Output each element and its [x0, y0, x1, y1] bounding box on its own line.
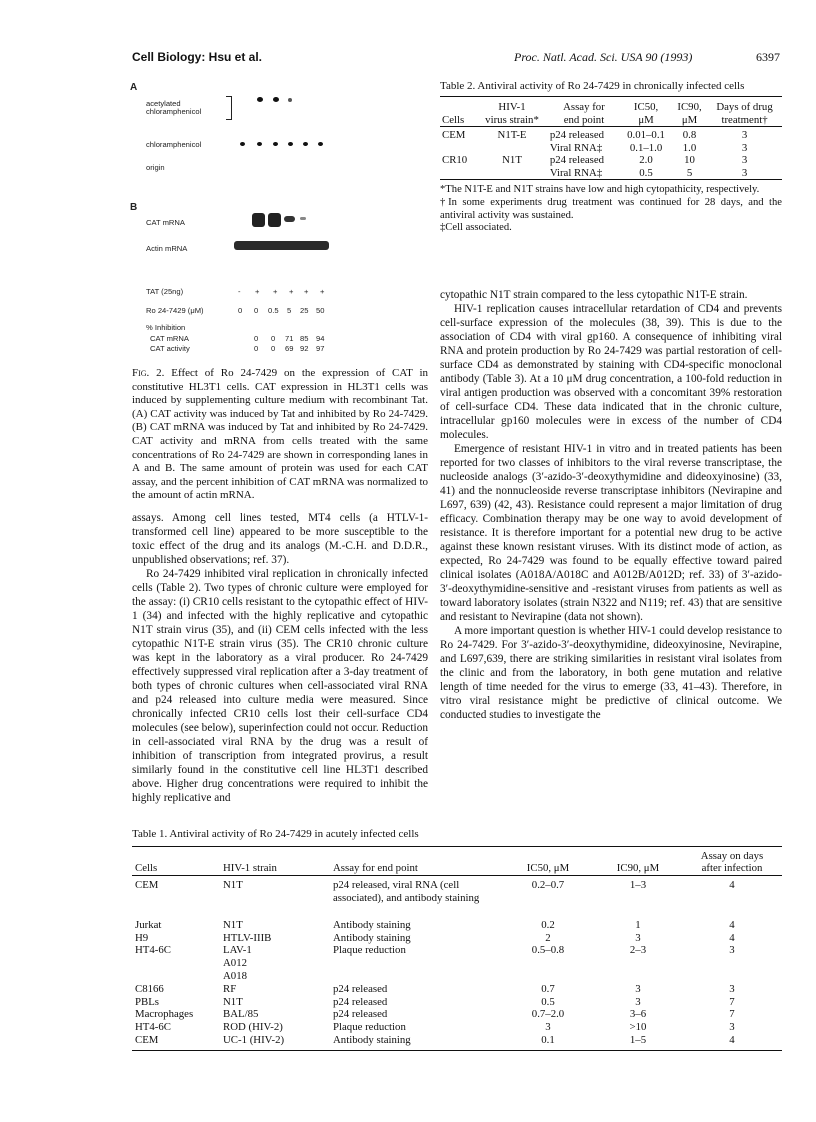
table-2-title: Table 2. Antiviral activity of Ro 24-7429 in chronically infected cells [440, 80, 745, 92]
tat-value-2: + [255, 287, 260, 296]
table-cell: 0.5 [541, 995, 555, 1008]
table-cell: 4 [729, 1033, 735, 1046]
table-cell: Plaque reduction [333, 944, 406, 957]
chloramphenicol-spot-lane-5 [303, 142, 308, 146]
label-chloramphenicol: chloramphenicol [146, 140, 202, 149]
table-cell: Macrophages [135, 1008, 194, 1021]
table-header: Cells [442, 113, 465, 126]
table-2-grid [440, 96, 782, 180]
table-cell: H9 [135, 931, 149, 944]
table-cell: 4 [729, 879, 735, 892]
table-cell: 3 [729, 982, 735, 995]
cat-mrna-band-lane-4 [284, 216, 295, 222]
table-cell: N1T [223, 995, 243, 1008]
table-row [132, 944, 782, 957]
table-cell: A012 [223, 957, 247, 970]
label-origin: origin [146, 163, 165, 172]
table-cell [594, 957, 682, 970]
table-cell: p24 released [333, 1008, 388, 1021]
table-cell: 1–5 [629, 1033, 647, 1046]
label-acetylated-chloramphenicol: chloramphenicol [146, 107, 202, 116]
actin-mrna-band [234, 241, 329, 250]
table-row [132, 1034, 782, 1050]
table-cell: LAV-1 [223, 944, 252, 957]
table-header: Assay for end point [563, 101, 605, 126]
cat-mrna-inhibition-5: 94 [316, 334, 325, 343]
table-cell: Jurkat [135, 918, 162, 931]
table-row [132, 957, 782, 970]
table-row [132, 932, 782, 945]
table-cell [132, 957, 220, 970]
table-cell: Antibody staining [333, 918, 411, 931]
table-cell: 3 [545, 1021, 551, 1034]
table-cell [682, 957, 782, 970]
chloramphenicol-spot-lane-6 [318, 142, 323, 146]
table-cell: Antibody staining [333, 1033, 411, 1046]
chloramphenicol-spot-lane-1 [240, 142, 245, 146]
acetylated-spot-lane-3 [273, 97, 279, 102]
cat-activity-inhibition-1: 0 [254, 344, 259, 353]
ro-value-2: 0 [254, 306, 259, 315]
running-head-left: Cell Biology: Hsu et al. [132, 50, 263, 64]
table-1-grid [132, 846, 782, 1051]
cat-mrna-inhibition-3: 71 [285, 334, 294, 343]
cat-activity-inhibition-4: 92 [300, 344, 309, 353]
table-cell: 0.1 [541, 1033, 555, 1046]
table-header: HIV-1 virus strain* [485, 101, 539, 126]
page-number: 6397 [756, 50, 780, 64]
paragraph: Emergence of resistant HIV-1 in vitro and in treated patients has been reported for two classes of inhibitors to the viral reverse transcriptase, the nucleoside analogs (3′-azido-3′-deoxythymidine and dideoxyinosine) (33, 41) and the nonnucleoside reverse transcriptase inhibitors (Nevirapine and L697, 639) (42, 43). Resistance could represent a major limitation of drug efficacy. Combination therapy may be one way to avoid development of resistance. It is therefore important for a potential new drug to be active against these known resistant viruses. With its distinct mode of action, as expected, Ro 24-7429 was found to be equally effective toward paired clinical isolates (A018A/A018C and A012B/A012D; ref. 33) of 3′-azido-3′-deoxythymidine-sensitive and -resistant viruses from patients as well as toward laboratory isolates (strain N322 and N119; ref. 43) that are sensitive and resistant to Nevirapine (data not shown). [440, 443, 782, 623]
table-row [132, 919, 782, 932]
table-header: IC90, μM [677, 101, 702, 126]
acetylated-spot-lane-2 [257, 97, 263, 102]
table-cell: 3 [635, 982, 641, 995]
table-header: IC50, μM [633, 101, 659, 126]
figure-caption-text: Effect of Ro 24-7429 on the expression of CAT in constitutive HL3T1 cells. CAT expression in HL3T1 cells was induced by supplementing culture medium with recombinant Tat. (A) CAT activity was induced by Tat and inhibited by Ro 24-7429. (B) CAT mRNA was induced by Tat and inhibited by Ro 24-7429. CAT activity and mRNA from cells treated with the same concentrations of Ro 24-7429 are shown in corresponding lanes in A and B. The same amount of protein was used for each CAT assay, and the percent inhibition of CAT mRNA was normalized to the amount of actin mRNA. [132, 367, 429, 502]
right-column-text [440, 288, 782, 722]
table-cell: 0.5–0.8 [531, 944, 565, 957]
table-cell: Antibody staining [333, 931, 411, 944]
table-header: HIV-1 strain [223, 862, 277, 875]
panel-b-label: B [130, 202, 138, 213]
table-cell: 0.7 [541, 982, 555, 995]
table-cell: >10 [629, 1021, 647, 1034]
table-row [132, 983, 782, 996]
table-cell: N1T [223, 918, 243, 931]
table-cell: 3 [729, 944, 735, 957]
table-cell: p24 released [333, 982, 388, 995]
cat-mrna-band-lane-3 [268, 213, 281, 227]
ro-value-1: 0 [238, 306, 243, 315]
paragraph: HIV-1 replication causes intracellular retardation of CD4 and prevents cell-surface expression of the molecules (38, 39). This is due to the association of CD4 with viral gp160. A consequence of inhibiting viral RNA and protein production by Ro 24-7429 was partial restoration of cell-surface CD4 as demonstrated by staining with CD4-specific monoclonal antibody (Table 3). At a 10 μM drug concentration, a 100-fold reduction in viral antigen production was observed with a concomitant 39% restoration of cell-surface CD4. These data indicated that in the chronic culture, intracellular gp160 molecules were in excess of the number of CD4 molecules. [440, 303, 782, 441]
table-header: Assay for end point [333, 862, 418, 875]
table-row: CR10 N1T p24 released 2.0 10 3 [442, 154, 748, 166]
table-cell [330, 957, 502, 970]
table-header: IC90, μM [616, 862, 660, 875]
cat-mrna-row-label: CAT mRNA [150, 334, 189, 343]
ro-value-4: 5 [287, 306, 292, 315]
tat-value-4: + [289, 287, 294, 296]
ro-label: Ro 24-7429 (μM) [146, 306, 204, 315]
table-1 [132, 828, 782, 1051]
table-cell [502, 957, 594, 970]
table-header: Cells [135, 862, 158, 875]
table-footnote: ‡Cell associated. [440, 222, 512, 234]
cat-mrna-inhibition-4: 85 [300, 334, 309, 343]
cat-mrna-inhibition-2: 0 [271, 334, 276, 343]
running-head-journal: Proc. Natl. Acad. Sci. USA 90 (1993) [514, 50, 693, 64]
table-row [132, 1021, 782, 1034]
figure-caption [132, 367, 428, 503]
table-cell: p24 released [333, 995, 388, 1008]
label-cat-mrna: CAT mRNA [146, 218, 185, 227]
inhibition-label: % Inhibition [146, 323, 186, 332]
table-cell: 1–3 [629, 879, 647, 892]
cat-mrna-inhibition-1: 0 [254, 334, 259, 343]
left-column-text [132, 511, 428, 805]
table-cell: HT4-6C [135, 944, 171, 957]
tat-value-5: + [304, 287, 309, 296]
table-header: IC50, μM [526, 862, 570, 875]
table-cell [594, 970, 682, 983]
table-cell: 0.2–0.7 [531, 879, 565, 892]
chloramphenicol-spot-lane-2 [257, 142, 262, 146]
cat-activity-row-label: CAT activity [150, 344, 190, 353]
paragraph: Ro 24-7429 inhibited viral replication in chronically infected cells (Table 2). Two types of chronic culture were employed for the assay: (i) CR10 cells resistant to the cytopathic effect of HIV-1 (34) and infected with the highly replicative and cytopathic N1T strain virus (35), and (ii) CEM cells infected with the less cytopathic N1T-E strain virus (35). The CR10 chronic culture was kept in the laboratory as a viral producer. Ro 24-7429 effectively suppressed viral replication after a 3-day treatment of both types of chronic cultures when cell-associated viral RNA and p24 released into culture media were measured. Since chronically infected CR10 cells lost their cell-surface CD4 molecules (see below), superinfection could not occur. Reduction in cell-associated viral RNA by the drug was a result of inhibition of transcription from integrated provirus, a result similarly found in the constitutive cell line HL3T1 described above. Higher drug concentrations were required to inhibit the highly replicative and [132, 568, 428, 804]
table-header: Days of drug treatment† [716, 101, 773, 126]
panel-a-label: A [130, 82, 138, 93]
table-cell: 0.7–2.0 [531, 1008, 565, 1021]
table-cell: 7 [729, 1008, 735, 1021]
table-cell: 1 [635, 918, 641, 931]
chloramphenicol-spot-lane-3 [273, 142, 278, 146]
cat-activity-inhibition-2: 0 [271, 344, 276, 353]
table-footnote: *The N1T-E and N1T strains have low and high cytopathicity, respectively. [440, 184, 760, 195]
bracket [226, 96, 232, 120]
ro-value-6: 50 [316, 306, 325, 315]
cat-mrna-band-lane-5 [300, 217, 306, 220]
acetylated-spot-lane-4 [288, 98, 292, 102]
table-cell: p24 released, viral RNA (cell associated), and antibody staining [333, 879, 480, 904]
table-cell: CEM [135, 879, 159, 892]
table-cell: ROD (HIV-2) [223, 1021, 283, 1034]
table-row [132, 876, 782, 919]
tat-value-3: + [273, 287, 278, 296]
table-row: Viral RNA‡ 0.5 5 3 [440, 167, 782, 180]
table-cell: HT4-6C [135, 1021, 171, 1034]
paragraph: assays. Among cell lines tested, MT4 cells (a HTLV-1-transformed cell line) appeared to be more susceptible to the toxic effect of the drug and its analogs (M.-C.H. and D.D.R., unpublished observations; ref. 37). [132, 512, 428, 566]
table-cell: RF [223, 982, 237, 995]
label-acetylated: acetylated [146, 99, 181, 108]
table-cell [502, 970, 594, 983]
table-row [132, 1008, 782, 1021]
table-cell [132, 970, 220, 983]
table-cell: C8166 [135, 982, 164, 995]
cat-activity-inhibition-5: 97 [316, 344, 325, 353]
cat-activity-inhibition-3: 69 [285, 344, 294, 353]
table-row: Viral RNA‡ 0.1–1.0 1.0 3 [549, 141, 748, 154]
table-row [132, 970, 782, 983]
table-cell: CEM [135, 1033, 159, 1046]
cat-mrna-band-lane-2 [252, 213, 265, 227]
figure-2 [130, 80, 430, 360]
table-row: CEM N1T-E p24 released 0.01–0.1 0.8 3 [440, 127, 782, 142]
figure-caption-lead: Fig. 2. [132, 367, 165, 379]
table-cell: A018 [223, 969, 247, 982]
table-cell: 3 [635, 931, 641, 944]
table-cell: UC-1 (HIV-2) [223, 1033, 285, 1046]
table-cell: HTLV-IIIB [223, 931, 272, 944]
paragraph: A more important question is whether HIV-1 could develop resistance to Ro 24-7429. For 3′-azido-3′-deoxythymidine, dideoxyinosine, Nevirapine, and L697,639, there are striking similarities in resistant viral isolates from the clinic and from the laboratory, in both gene mutation and relative length of time needed for the virus to emerge (33, 41–43). Therefore, in vitro viral resistance might be predictive of clinical outcome. We conducted studies to investigate the [440, 625, 782, 721]
ro-value-3: 0.5 [268, 306, 279, 315]
tat-value-1: - [238, 287, 241, 296]
chloramphenicol-spot-lane-4 [288, 142, 293, 146]
table-cell: PBLs [135, 995, 160, 1008]
ro-value-5: 25 [300, 306, 309, 315]
paragraph: cytopathic N1T strain compared to the less cytopathic N1T-E strain. [440, 289, 748, 301]
table-header: Assay on days after infection [700, 849, 764, 875]
table-row [132, 996, 782, 1009]
table-cell: 2–3 [629, 944, 647, 957]
table-footnote: †In some experiments drug treatment was continued for 28 days, and the antiviral activity was sustained. [440, 196, 782, 221]
table-cell: Plaque reduction [333, 1021, 406, 1034]
table-cell: 2 [545, 931, 551, 944]
table-cell: 4 [729, 918, 735, 931]
tat-value-6: + [320, 287, 325, 296]
label-actin-mrna: Actin mRNA [146, 244, 188, 253]
table-cell: 3 [729, 1021, 735, 1034]
table-cell: 0.2 [541, 918, 555, 931]
table-cell [330, 970, 502, 983]
table-cell: 3 [635, 995, 641, 1008]
tat-label: TAT (25ng) [146, 287, 184, 296]
table-cell: 3–6 [629, 1008, 647, 1021]
table-1-title: Table 1. Antiviral activity of Ro 24-7429 in acutely infected cells [132, 828, 419, 840]
table-cell: N1T [223, 879, 243, 892]
table-2 [440, 80, 782, 235]
table-cell [682, 970, 782, 983]
table-cell: 7 [729, 995, 735, 1008]
table-cell: BAL/85 [223, 1008, 259, 1021]
table-cell: 4 [729, 931, 735, 944]
